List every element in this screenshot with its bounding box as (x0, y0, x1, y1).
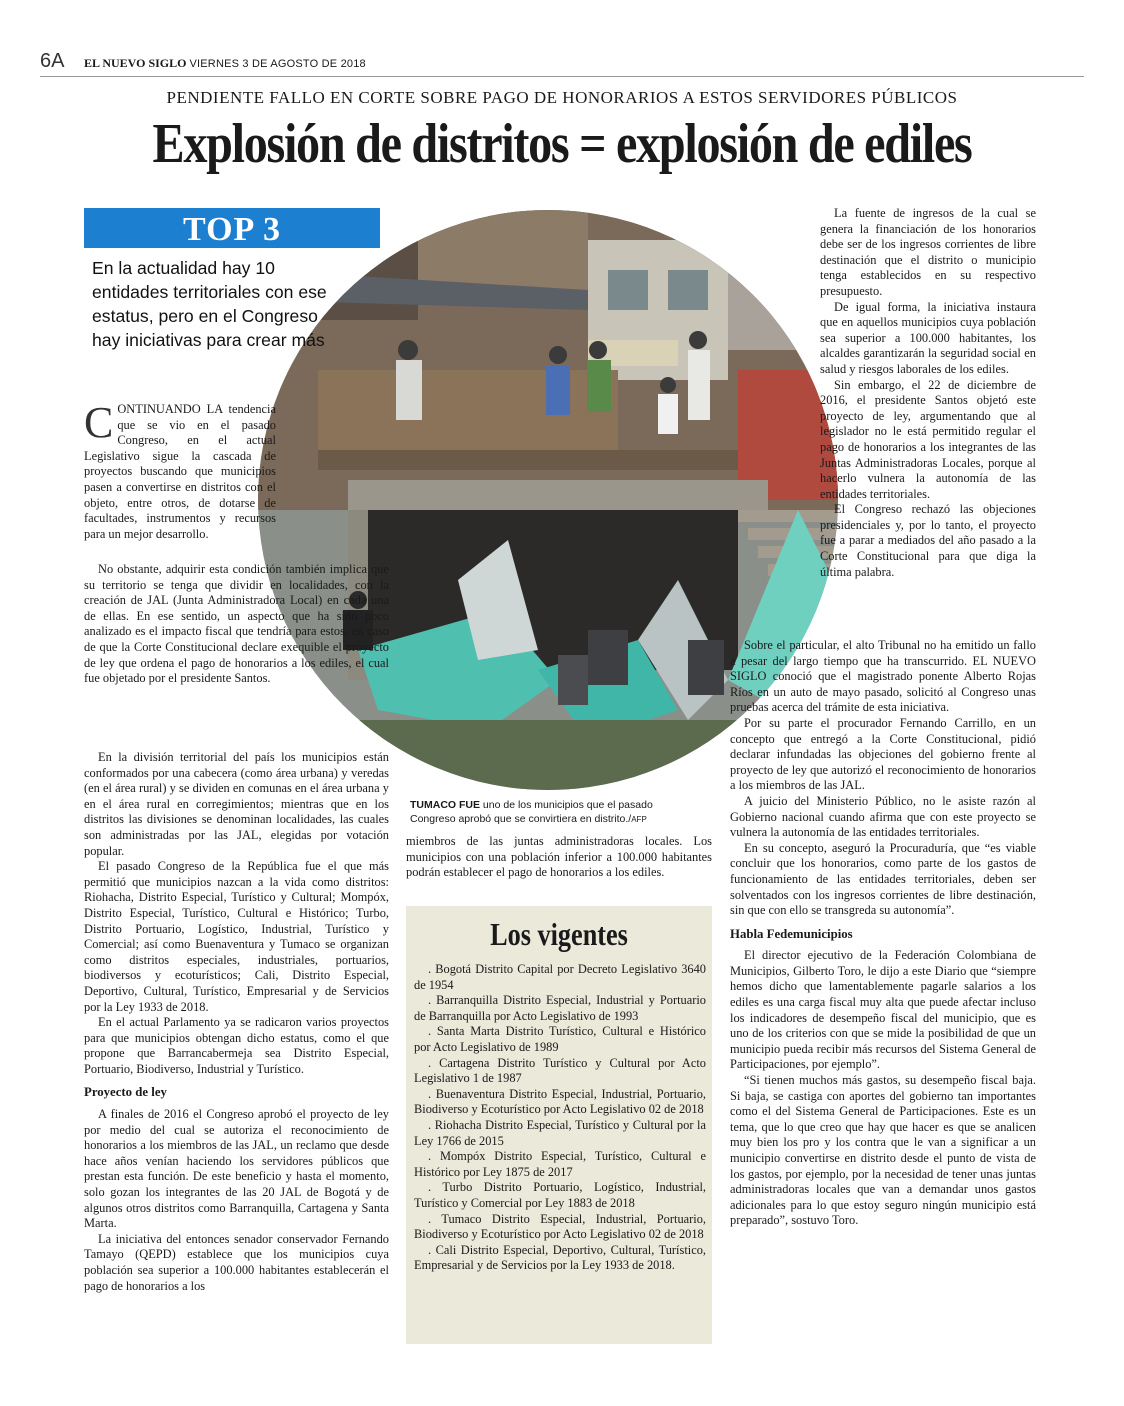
sidebar-subhead: En la actualidad hay 10 entidades territoriales con ese estatus, pero en el Congreso hay iniciativas para crear más (92, 258, 327, 350)
article-paragraph: En su concepto, aseguró la Procuraduría, que “es viable concluir que los honorarios, como parte de los gastos de funcionamiento de las entidades territoriales, deben ser solventados con los ingresos corrientes de libre destinación, sin que con ello se transgreda su autonomía”. (730, 840, 1036, 918)
list-item: . Turbo Distrito Portuario, Logístico, Industrial, Turístico y Comercial por Ley 1883 de 2018 (414, 1180, 706, 1210)
list-item: . Riohacha Distrito Especial, Turístico y Cultural por la Ley 1766 de 2015 (414, 1117, 706, 1148)
caption-text: uno de los municipios que el pasado Congreso aprobó que se convirtiera en distrito./ (410, 799, 653, 825)
article-paragraph: La fuente de ingresos de la cual se genera la financiación de los honorarios debe ser de los ingresos corrientes de libre destinación que el distrito o municipio tenga establecidos en su respectivo presupuesto. (820, 206, 1036, 298)
article-column-1 (84, 398, 276, 542)
page-number: 6A (40, 50, 65, 72)
drop-cap: C (84, 398, 114, 447)
list-item: . Barranquilla Distrito Especial, Industrial y Portuario de Barranquilla por Acto Legislativo de 1993 (414, 993, 706, 1023)
article-paragraph: A finales de 2016 el Congreso aprobó el proyecto de ley por medio del cual se autoriza el reconocimiento de honorarios a los miembros de las JAL, un reclamo que desde hace años venían haciendo los servidores públicos que prestan esta función. De este beneficio y hasta el momento, solo gozan los integrantes de las 20 JAL de Bogotá y de algunos otros distritos como Barranquilla, Cartagena y Santa Marta. (84, 1107, 389, 1231)
article-paragraph: El Congreso rechazó las objeciones presidenciales y, por lo tanto, el proyecto fue a parar a mediados del año pasado a la Corte Constitucional para que diga la última palabra. (820, 502, 1036, 579)
article-paragraph: A juicio del Ministerio Público, no le asiste razón al Gobierno nacional cuando afirma que con este proyecto se vulnera la autonomía de las entidades territoriales. (730, 793, 1036, 840)
article-paragraph: Sin embargo, el 22 de diciembre de 2016, el presidente Santos objetó este proyecto de ley, argumentando que al legislador no le está permitido regular el pago de honorarios a los integrantes de las Juntas Administradoras Locales, porque al hacerlo vulnera la autonomía de las entidades territoriales. (820, 377, 1036, 501)
issue-date: VIERNES 3 DE AGOSTO DE 2018 (189, 58, 366, 70)
article-paragraph: El pasado Congreso de la República fue el que más permitió que municipios nazcan a la vida como distritos: Riohacha, Distrito Especial, Turístico y Cultural; Mompóx, Distrito Especial, Turístico, Cultural e Histórico; Turbo, Distrito Portuario, Logístico, Industrial, Turístico y Comercial; así como Buenaventura y Tumaco se organizan como distritos especiales, industriales, portuarios, biodiversos y ecoturísticos; Cali, Distrito Especial, Deportivo, Cultural, Turístico, Empresarial y de Servicios por la Ley 1933 de 2018. (84, 859, 389, 1014)
subhead-fedemunicipios: Habla Fedemunicipios (730, 926, 853, 941)
subhead-proyecto: Proyecto de ley (84, 1085, 167, 1100)
article-paragraph: La iniciativa del entonces senador conservador Fernando Tamayo (QEPD) establece que los municipios cuya población sea superior a 100.000 habitantes establecerán el pago de honorarios a los (84, 1231, 389, 1293)
list-item: . Cali Distrito Especial, Deportivo, Cultural, Turístico, Empresarial y de Servicios por la Ley 1933 de 2018. (414, 1242, 706, 1273)
article-paragraph: miembros de las juntas administradoras locales. Los municipios con una población inferior a 100.000 habitantes podrán establecer el pago de honorarios a los ediles. (406, 834, 712, 880)
list-item: . Tumaco Distrito Especial, Industrial, Portuario, Biodiverso y Ecoturístico por Acto Legislativo 02 de 2018 (414, 1211, 706, 1242)
article-column-3 (820, 206, 1036, 580)
top3-badge: TOP 3 (84, 208, 380, 248)
article-paragraph: Por su parte el procurador Fernando Carrillo, en un concepto que entregó a la Corte Constitucional, pidió declarar infundadas las objeciones del gobierno frente al proyecto de ley que autorizó el reconocimiento de honorarios a los miembros de las JAL. (730, 715, 1036, 793)
publication-name: EL NUEVO SIGLO (84, 56, 187, 70)
article-paragraph: En la división territorial del país los municipios están conformados por una cabecera (como área urbana) y veredas (en el área rural) y se dividen en comunas en el área urbana y en el área rural en corregimientos; mientras que en los distritos las divisiones se denominan localidades, las cuales son administradas por las JAL, elegidas por votación popular. (84, 750, 389, 858)
list-item: . Bogotá Distrito Capital por Decreto Legislativo 3640 de 1954 (414, 962, 706, 992)
list-item: . Cartagena Distrito Turístico y Cultural por Acto Legislativo 1 de 1987 (414, 1055, 706, 1086)
photo-caption (410, 798, 690, 827)
list-item: . Santa Marta Distrito Turístico, Cultural e Histórico por Acto Legislativo de 1989 (414, 1024, 706, 1054)
caption-credit: AFP (631, 815, 647, 824)
list-item: . Mompóx Distrito Especial, Turístico, Cultural e Histórico por Ley 1875 de 2017 (414, 1149, 706, 1179)
vigentes-list (414, 962, 706, 1274)
article-paragraph: No obstante, adquirir esta condición también implica que su territorio se tenga que dividir en localidades, con la creación de JAL (Junta Administradora Local) en cada una de ellas. En ese sentido, un aspecto que ha sido poco analizado es el impacto fiscal que tendría para estos, en caso de que la Corte Constitucional declare exequible el proyecto de ley que ordena el pago de honorarios a los ediles, el cual fue objetado por el presidente Santos. (84, 562, 389, 686)
headline: Explosión de distritos = explosión de ediles (152, 113, 972, 175)
page-header (40, 50, 1084, 77)
article-paragraph: Sobre el particular, el alto Tribunal no ha emitido un fallo a pesar del largo tiempo que ha transcurrido. EL NUEVO SIGLO conoció que el magistrado ponente Alberto Rojas Ríos en un auto de mayo pasado, solicitó al Congreso unas pruebas acerca del trámite de esta iniciativa. (730, 638, 1036, 715)
caption-lead: TUMACO FUE (410, 799, 480, 811)
article-column-3b (730, 638, 1036, 1229)
article-paragraph: De igual forma, la iniciativa instaura que en aquellos municipios cuya población sea superior a 100.000 habitantes, los alcaldes garantizarán la seguridad social en salud y riesgos laborales de los ediles. (820, 299, 1036, 376)
list-item: . Buenaventura Distrito Especial, Industrial, Portuario, Biodiverso y Ecoturístico por Acto Legislativo 02 de 2018 (414, 1086, 706, 1117)
article-column-2 (406, 834, 712, 881)
article-paragraph: En el actual Parlamento ya se radicaron varios proyectos para que municipios obtengan dicho estatus, como el que propone que Barrancabermeja sea Distrito Especial, Portuario, Biodiverso, Industrial y Turístico. (84, 1015, 389, 1076)
vigentes-box (406, 906, 712, 1344)
article-column-1b (84, 562, 389, 687)
article-column-1c (84, 750, 389, 1294)
article-paragraph: CONTINUANDO LA tendencia que se vio en el pasado Congreso, en el actual Legislativo sigue la cascada de proyectos buscando que municipios pasen a convertirse en distritos con el objeto, entre otros, de dotarse de facultades, instrumentos y recursos para un mejor desarrollo. (84, 398, 276, 541)
kicker: PENDIENTE FALLO EN CORTE SOBRE PAGO DE HONORARIOS A ESTOS SERVIDORES PÚBLICOS (166, 88, 958, 107)
masthead (84, 56, 366, 71)
vigentes-title: Los vigentes (490, 916, 628, 952)
article-paragraph: El director ejecutivo de la Federación Colombiana de Municipios, Gilberto Toro, le dijo a este Diario que “siempre hemos dicho que lamentablemente pagarle salarios a los ediles es una carga fiscal muy alta que puede afectar incluso los indicadores de desempeño fiscal del municipio, que es uno de los criterios con que se mide la posibilidad de que un municipio pueda recibir más recursos del Sistema General de Participaciones, por ejemplo”. (730, 948, 1036, 1072)
article-paragraph: “Si tienen muchos más gastos, su desempeño fiscal baja. Si baja, se castiga con aportes del gobierno tan importantes como el del Sistema General de Participaciones. Este es un tema, que lo que creo que hay que hacer es que se analicen muy bien los pro y los contra que le van a significar a un municipio convertirse en distrito desde el punto de vista de los gastos, por ejemplo, por la necesidad de tener unas juntas administradoras locales que van a demandar unos gastos adicionales para lo que estoy seguro ningún municipio está preparado”, sostuvo Toro. (730, 1073, 1036, 1228)
